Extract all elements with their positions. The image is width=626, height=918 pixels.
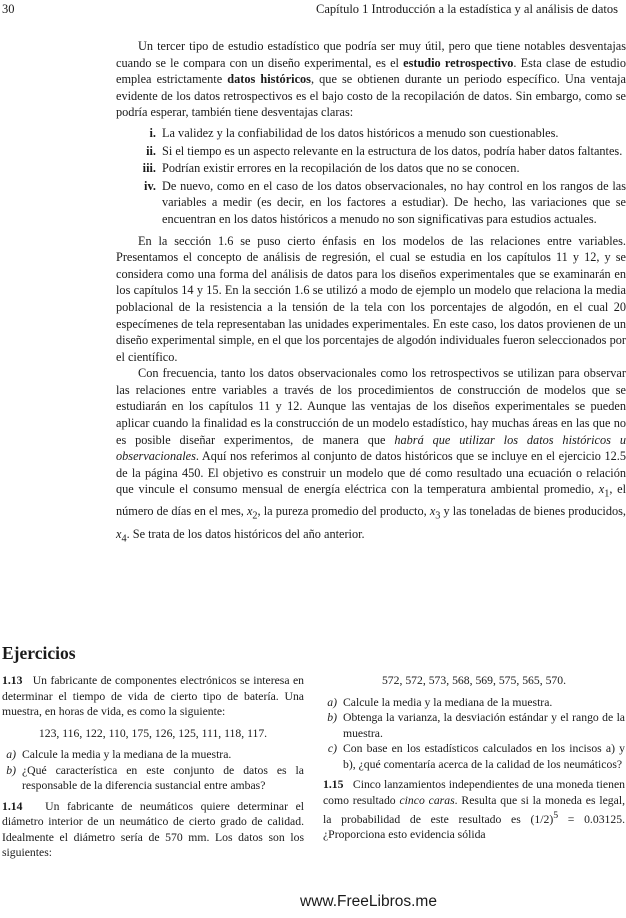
footer-watermark: www.FreeLibros.me xyxy=(300,893,437,910)
var-x2: x xyxy=(246,504,253,519)
exercises-heading: Ejercicios xyxy=(2,643,76,663)
exercises-right-column xyxy=(323,673,625,843)
exercises-left-column xyxy=(2,673,304,861)
running-head: Capítulo 1 Introducción a la estadística y al análisis de datos xyxy=(315,2,618,16)
para3-text-6: . Se trata de los datos históricos del año anterior. xyxy=(126,526,365,541)
exercise-number: 1.15 xyxy=(323,778,344,791)
exercise-data: 572, 572, 573, 568, 569, 575, 565, 570. xyxy=(381,674,567,687)
para1-text-1: Un tercer tipo de estudio estadístico que podría ser muy útil, pero que tiene notables desventajas cuando se le compara con un diseño experimental, es el xyxy=(116,39,626,70)
exercise-text: Un fabricante de componentes electrónicos se interesa en determinar el tiempo de vida de cierto tipo de batería. Una muestra, en horas de vida, es como la siguiente: xyxy=(2,674,304,718)
part-marker: a) xyxy=(6,748,16,761)
paragraph-retrospective xyxy=(116,38,626,121)
exercise-text: = 0.03125. ¿Proporciona esto evidencia sólida xyxy=(323,812,625,842)
para3-text-2: . Aquí nos referimos al conjunto de datos históricos que se incluye en el ejercicio 12.5 de la página 450. El objetivo es construir un modelo que dé como resultado una ecuación o relación que vincule el consumo mensual de energía eléctrica con la temperatura ambiental promedio, xyxy=(116,449,626,497)
list-text: De nuevo, como en el caso de los datos observacionales, no hay control en los rangos de las variables a medir (es decir, en los factores a estudiar). De hecho, las variaciones que se encuentran en los datos históricos a menudo no son significativas para estudios actuales. xyxy=(162,178,626,226)
para3-text-1: Con frecuencia, tanto los datos observacionales como los retrospectivos se utilizan para observar las relaciones entre variables a través de los procedimientos de construcción de modelos que se estudiarán en los capítulos 11 y 12. Aunque las ventajas de los diseños experimentales se pueden aplicar cuando la finalidad es la construcción de un modelo estadístico, hay muchas áreas en las que no es posible diseñar experimentos, de manera que xyxy=(116,366,626,447)
list-text: Podrían existir errores en la recopilación de los datos que no se conocen. xyxy=(162,161,520,176)
var-x1: x xyxy=(598,482,605,497)
part-text: Con base en los estadísticos calculados en los incisos a) y b), ¿qué comentaría acerca de la calidad de los neumáticos? xyxy=(343,742,625,771)
term-historical-data: datos históricos xyxy=(227,72,311,87)
var-x3: x xyxy=(429,504,436,519)
main-text xyxy=(116,38,626,548)
exercise-part xyxy=(323,710,625,741)
para1-text-3: , que se obtienen durante un periodo específico. Una ventaja evidente de los datos retrospectivos es el bajo costo de la recopilación de datos. Sin embargo, como se podría esperar, también tiene desventajas claras: xyxy=(116,72,626,120)
list-text: Si el tiempo es un aspecto relevante en la estructura de los datos, podría haber datos faltantes. xyxy=(162,143,623,158)
para3-text-3: , el número de días en el mes, xyxy=(116,482,626,519)
paragraph-regression: En la sección 1.6 se puso cierto énfasis en los modelos de las relaciones entre variables. Presentamos el concepto de análisis de regresión, el cual se estudia en los capítulos 11 y 12, y se considera como una forma del análisis de datos para los diseños experimentales que se examinarán en los capítulos 14 y 15. En la sección 1.6 se utilizó a modo de ejemplo un modelo que relaciona la media poblacional de la resistencia a la tensión de la tela con los porcentajes de algodón, en el cual 20 especímenes de tela representaban las unidades experimentales. En este caso, los datos provienen de un diseño experimental simple, en el que los porcentajes de algodón individuales fueron seleccionados por el científico. xyxy=(116,233,626,364)
paragraph-model-building xyxy=(116,365,626,547)
exercise-part xyxy=(2,763,304,794)
exercise-part xyxy=(323,695,625,711)
para3-text-4: , la pureza promedio del producto, xyxy=(257,504,430,519)
list-item xyxy=(116,125,626,142)
list-item xyxy=(116,178,626,228)
part-marker: a) xyxy=(327,695,337,709)
list-marker: iv. xyxy=(144,178,156,193)
list-item xyxy=(116,160,626,177)
part-text: Calcule la media y la mediana de la muestra. xyxy=(22,748,232,761)
para3-text-5: y las toneladas de bienes producidos, xyxy=(440,504,626,519)
part-text: Calcule la media y la mediana de la muestra. xyxy=(343,695,553,709)
disadvantages-list xyxy=(116,125,626,228)
exercise-text: Cinco lanzamientos independientes de una moneda tienen como resultado xyxy=(323,778,625,807)
exercise-1-14 xyxy=(2,799,304,861)
list-item xyxy=(116,143,626,160)
exercise-emphasis: cinco caras xyxy=(399,793,455,807)
part-text: ¿Qué característica en este conjunto de datos es la responsable de la diferencia sustancial entre ambas? xyxy=(22,763,304,792)
part-marker: b) xyxy=(327,711,337,724)
exercise-part xyxy=(2,747,304,763)
exercise-parts xyxy=(323,695,625,773)
list-text: La validez y la confiabilidad de los datos históricos a menudo son cuestionables. xyxy=(162,125,559,140)
list-marker: ii. xyxy=(146,143,156,158)
list-marker: iii. xyxy=(142,161,156,176)
subscript-3: 3 xyxy=(435,510,441,522)
part-text: Obtenga la varianza, la desviación estándar y el rango de la muestra. xyxy=(343,711,625,740)
page-number: 30 xyxy=(2,2,15,16)
exercise-number: 1.14 xyxy=(2,799,23,813)
exercise-data: 123, 116, 122, 110, 175, 126, 125, 111, 118, 117. xyxy=(38,726,268,740)
exponent: 5 xyxy=(553,810,559,821)
exercise-parts xyxy=(2,747,304,794)
subscript-1: 1 xyxy=(604,488,610,500)
exercise-text: . Resulta que si la moneda es legal, la probabilidad de este resultado es (1/2) xyxy=(323,793,626,826)
subscript-2: 2 xyxy=(252,510,258,522)
var-x4: x xyxy=(116,526,122,541)
list-marker: i. xyxy=(149,125,156,140)
exercise-1-15 xyxy=(323,777,625,843)
exercise-part xyxy=(323,741,625,772)
exercise-1-13 xyxy=(2,673,304,794)
para3-emphasis: habrá que utilizar los datos históricos u observacionales xyxy=(116,432,626,464)
exercise-number: 1.13 xyxy=(2,674,23,687)
para1-text-2: . Esta clase de estudio emplea estrictamente xyxy=(116,55,626,87)
part-marker: b) xyxy=(6,763,16,777)
subscript-4: 4 xyxy=(121,532,127,544)
term-retrospective-study: estudio retrospectivo xyxy=(403,55,514,70)
exercise-text: Un fabricante de neumáticos quiere determinar el diámetro interior de un neumático de cierto grado de calidad. Idealmente el diámetro sería de 570 mm. Los datos son los siguientes: xyxy=(2,799,305,859)
part-marker: c) xyxy=(327,742,337,755)
